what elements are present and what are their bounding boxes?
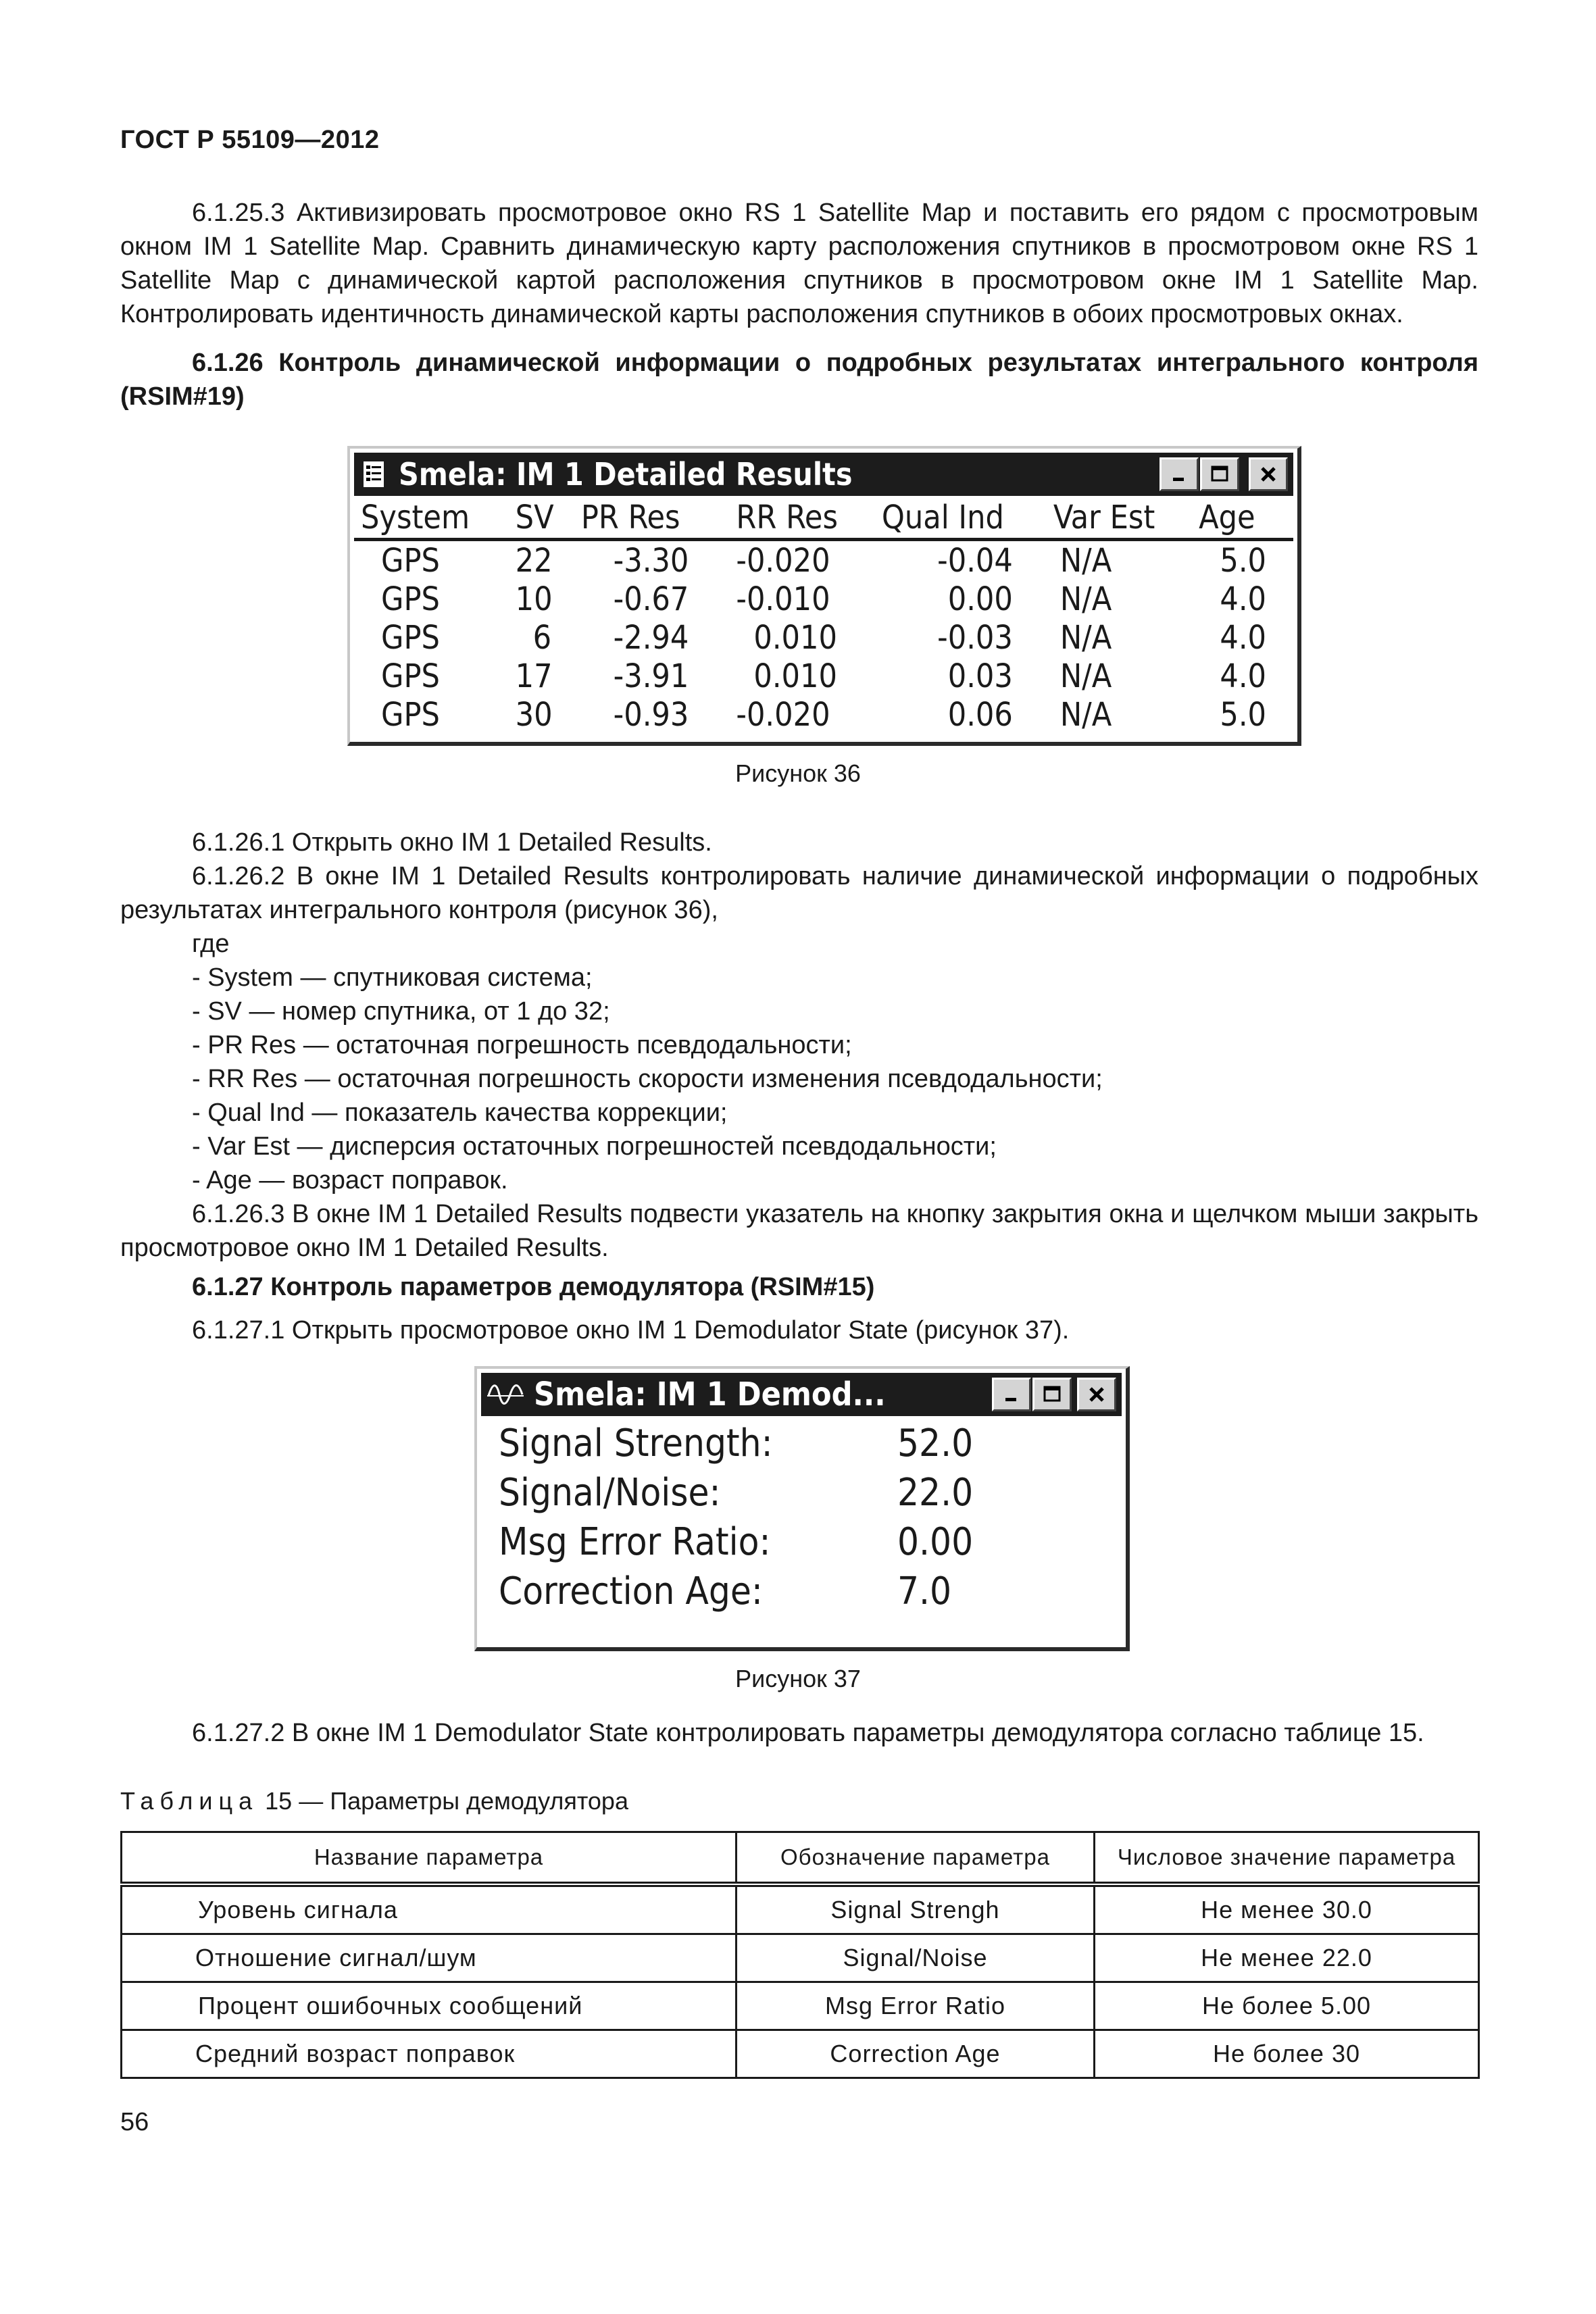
param-name-cell: Процент ошибочных сообщений bbox=[122, 1982, 737, 2030]
cell-age: 5.0 bbox=[1220, 541, 1266, 580]
param-value-cell: Не менее 22.0 bbox=[1095, 1934, 1479, 1982]
figure-37-caption: Рисунок 37 bbox=[735, 1665, 861, 1692]
param-label: Signal Strength: bbox=[499, 1422, 773, 1465]
cell-rr-res: -0.010 bbox=[736, 580, 830, 618]
column-header: Числовое значение параметра bbox=[1095, 1832, 1479, 1885]
param-name-cell: Отношение сигнал/шум bbox=[122, 1934, 737, 1982]
cell-age: 4.0 bbox=[1220, 657, 1266, 695]
demodulator-state-window bbox=[474, 1366, 1130, 1651]
list-item: - Age — возраст поправок. bbox=[192, 1166, 508, 1194]
cell-var-est: N/A bbox=[1059, 618, 1112, 657]
param-label: Correction Age: bbox=[499, 1569, 763, 1613]
table-row bbox=[122, 2030, 1479, 2078]
paragraph-6-1-25-3: 6.1.25.3 Активизировать просмотровое окно RS 1 Satellite Map и поставить его рядом с просмотровым окном IM 1 Satellite Map. Сравнить динамическую карту расположения спутников в просмотровом окне RS 1 Satellite Map с динамической картой расположения спутников в просмотровом окне IM 1 Satellite Map. Контролировать идентичность динамической карты расположения спутников в обоих просмотровых окнах. bbox=[120, 199, 1478, 328]
paragraph-6-1-26-2: 6.1.26.2 В окне IM 1 Detailed Results контролировать наличие динамической информации о подробных результатах интегрального контроля (рисунок 36), bbox=[120, 862, 1478, 924]
param-name-cell: Средний возраст поправок bbox=[122, 2030, 737, 2078]
table-row[interactable] bbox=[354, 657, 1293, 695]
figure-36-caption: Рисунок 36 bbox=[735, 759, 861, 787]
cell-rr-res: 0.010 bbox=[753, 618, 837, 657]
column-header[interactable]: Qual Ind bbox=[875, 496, 1047, 540]
cell-var-est: N/A bbox=[1059, 541, 1112, 580]
param-name-cell: Уровень сигнала bbox=[122, 1884, 737, 1934]
param-value: 52.0 bbox=[897, 1422, 974, 1465]
table-row[interactable] bbox=[354, 580, 1293, 618]
minimize-button[interactable] bbox=[1159, 457, 1199, 491]
paragraph-6-1-26-1: 6.1.26.1 Открыть окно IM 1 Detailed Results. bbox=[192, 828, 712, 857]
cell-qual-ind: -0.03 bbox=[937, 618, 1013, 657]
section-heading-6-1-26: 6.1.26 Контроль динамической информации о подробных результатах интегрального контроля (RSIM#19) bbox=[120, 349, 1478, 411]
cell-system: GPS bbox=[381, 695, 440, 734]
paragraph-6-1-26-3: 6.1.26.3 В окне IM 1 Detailed Results подвести указатель на кнопку закрытия окна и щелчком мыши закрыть просмотровое окно IM 1 Detailed Results. bbox=[120, 1200, 1478, 1262]
cell-qual-ind: -0.04 bbox=[937, 541, 1013, 580]
param-value: 7.0 bbox=[897, 1569, 952, 1613]
signal-strength-row bbox=[481, 1419, 1122, 1468]
table-row[interactable] bbox=[354, 695, 1293, 734]
table-row[interactable] bbox=[354, 540, 1293, 580]
msg-error-ratio-row bbox=[481, 1517, 1122, 1567]
list-item: - RR Res — остаточная погрешность скорости изменения псевдодальности; bbox=[192, 1065, 1103, 1093]
cell-qual-ind: 0.00 bbox=[947, 580, 1013, 618]
minimize-icon bbox=[1001, 1384, 1022, 1405]
param-symbol-cell: Signal Strengh bbox=[737, 1884, 1095, 1934]
maximize-icon bbox=[1210, 464, 1230, 484]
cell-age: 4.0 bbox=[1220, 618, 1266, 657]
column-header[interactable]: System bbox=[354, 496, 509, 540]
detailed-results-table bbox=[354, 496, 1293, 734]
cell-pr-res: -0.67 bbox=[613, 580, 689, 618]
cell-system: GPS bbox=[381, 580, 440, 618]
close-icon bbox=[1087, 1384, 1107, 1405]
cell-age: 4.0 bbox=[1220, 580, 1266, 618]
column-header[interactable]: Var Est bbox=[1047, 496, 1192, 540]
correction-age-row bbox=[481, 1567, 1122, 1616]
cell-sv: 17 bbox=[515, 657, 553, 695]
column-header[interactable]: PR Res bbox=[574, 496, 730, 540]
column-header: Обозначение параметра bbox=[737, 1832, 1095, 1885]
window-titlebar[interactable] bbox=[354, 453, 1293, 496]
demodulator-parameters bbox=[481, 1416, 1122, 1616]
window-title: Smela: IM 1 Demod... bbox=[534, 1376, 886, 1413]
table-row[interactable] bbox=[354, 618, 1293, 657]
waveform-icon bbox=[487, 1380, 524, 1409]
column-header[interactable]: Age bbox=[1192, 496, 1293, 540]
param-value-cell: Не более 30 bbox=[1095, 2030, 1479, 2078]
cell-var-est: N/A bbox=[1059, 657, 1112, 695]
cell-sv: 30 bbox=[515, 695, 553, 734]
cell-rr-res: -0.020 bbox=[736, 541, 830, 580]
cell-system: GPS bbox=[381, 657, 440, 695]
cell-age: 5.0 bbox=[1220, 695, 1266, 734]
cell-sv: 6 bbox=[532, 618, 552, 657]
param-value: 22.0 bbox=[897, 1471, 974, 1515]
cell-sv: 10 bbox=[515, 580, 553, 618]
param-label: Msg Error Ratio: bbox=[499, 1520, 771, 1564]
cell-pr-res: -2.94 bbox=[613, 618, 689, 657]
cell-qual-ind: 0.06 bbox=[947, 695, 1013, 734]
cell-var-est: N/A bbox=[1059, 580, 1112, 618]
document-header: ГОСТ Р 55109—2012 bbox=[120, 126, 380, 154]
cell-rr-res: -0.020 bbox=[736, 695, 830, 734]
cell-pr-res: -0.93 bbox=[613, 695, 689, 734]
cell-var-est: N/A bbox=[1059, 695, 1112, 734]
window-titlebar[interactable] bbox=[481, 1373, 1122, 1416]
legend-list bbox=[192, 927, 1103, 1197]
list-item: - Qual Ind — показатель качества коррекции; bbox=[192, 1099, 728, 1127]
column-header: Название параметра bbox=[122, 1832, 737, 1885]
section-heading-6-1-27: 6.1.27 Контроль параметров демодулятора (RSIM#15) bbox=[192, 1273, 875, 1301]
list-item: - System — спутниковая система; bbox=[192, 963, 593, 992]
column-header[interactable]: RR Res bbox=[729, 496, 875, 540]
cell-pr-res: -3.30 bbox=[613, 541, 689, 580]
close-button[interactable] bbox=[1077, 1378, 1116, 1411]
list-item: - SV — номер спутника, от 1 до 32; bbox=[192, 997, 610, 1026]
cell-rr-res: 0.010 bbox=[753, 657, 837, 695]
close-button[interactable] bbox=[1249, 457, 1288, 491]
cell-sv: 22 bbox=[515, 541, 553, 580]
param-symbol-cell: Signal/Noise bbox=[737, 1934, 1095, 1982]
param-label: Signal/Noise: bbox=[499, 1471, 721, 1515]
param-value-cell: Не менее 30.0 bbox=[1095, 1884, 1479, 1934]
cell-pr-res: -3.91 bbox=[613, 657, 689, 695]
maximize-button[interactable] bbox=[1032, 1378, 1072, 1411]
minimize-icon bbox=[1169, 464, 1189, 484]
table-row bbox=[122, 1934, 1479, 1982]
cell-system: GPS bbox=[381, 541, 440, 580]
maximize-button[interactable] bbox=[1200, 457, 1239, 491]
column-header[interactable]: SV bbox=[509, 496, 574, 540]
minimize-button[interactable] bbox=[992, 1378, 1031, 1411]
where-label: где bbox=[192, 930, 230, 958]
maximize-icon bbox=[1042, 1384, 1062, 1405]
param-symbol-cell: Msg Error Ratio bbox=[737, 1982, 1095, 2030]
table-row bbox=[122, 1982, 1479, 2030]
table-row bbox=[122, 1884, 1479, 1934]
list-item: - PR Res — остаточная погрешность псевдодальности; bbox=[192, 1031, 852, 1059]
paragraph-6-1-27-2: 6.1.27.2 В окне IM 1 Demodulator State контролировать параметры демодулятора согласно таблице 15. bbox=[192, 1719, 1424, 1747]
table-15 bbox=[120, 1831, 1480, 2079]
signal-noise-row bbox=[481, 1468, 1122, 1517]
param-symbol-cell: Correction Age bbox=[737, 2030, 1095, 2078]
app-icon bbox=[359, 459, 389, 489]
cell-qual-ind: 0.03 bbox=[947, 657, 1013, 695]
cell-system: GPS bbox=[381, 618, 440, 657]
page-number: 56 bbox=[120, 2108, 149, 2136]
list-item: - Var Est — дисперсия остаточных погрешностей псевдодальности; bbox=[192, 1132, 997, 1161]
param-value-cell: Не более 5.00 bbox=[1095, 1982, 1479, 2030]
param-value: 0.00 bbox=[897, 1520, 974, 1564]
table-15-title: Таблица 15 — Параметры демодулятора bbox=[120, 1787, 628, 1815]
detailed-results-window bbox=[347, 446, 1301, 746]
paragraph-6-1-27-1: 6.1.27.1 Открыть просмотровое окно IM 1 Demodulator State (рисунок 37). bbox=[192, 1316, 1070, 1344]
close-icon bbox=[1258, 464, 1278, 484]
window-title: Smela: IM 1 Detailed Results bbox=[399, 456, 853, 493]
